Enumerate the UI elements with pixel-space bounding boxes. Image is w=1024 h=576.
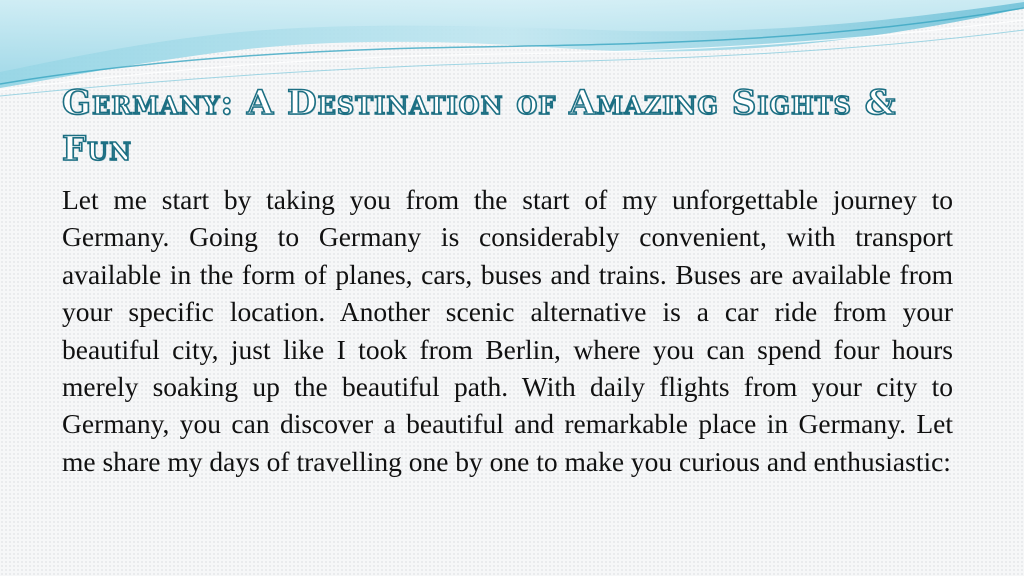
slide-body-text: Let me start by taking you from the start of my unforgettable journey to Germany. Going to Germany is considerably convenient, with transport available in the form of planes, cars, buses and trains. Buses are available from your specific location. Another scenic alternative is a car ride from your beautiful city, just like I took from Berlin, where you can spend four hours merely soaking up the beautiful path. With daily flights from your city to Germany, you can discover a beautiful and remarkable place in Germany. Let me share my days of travelling one by one to make you curious and enthusiastic: [62,184,953,477]
slide-title: Germany: A Destination of Amazing Sights & Fun [62,83,897,169]
